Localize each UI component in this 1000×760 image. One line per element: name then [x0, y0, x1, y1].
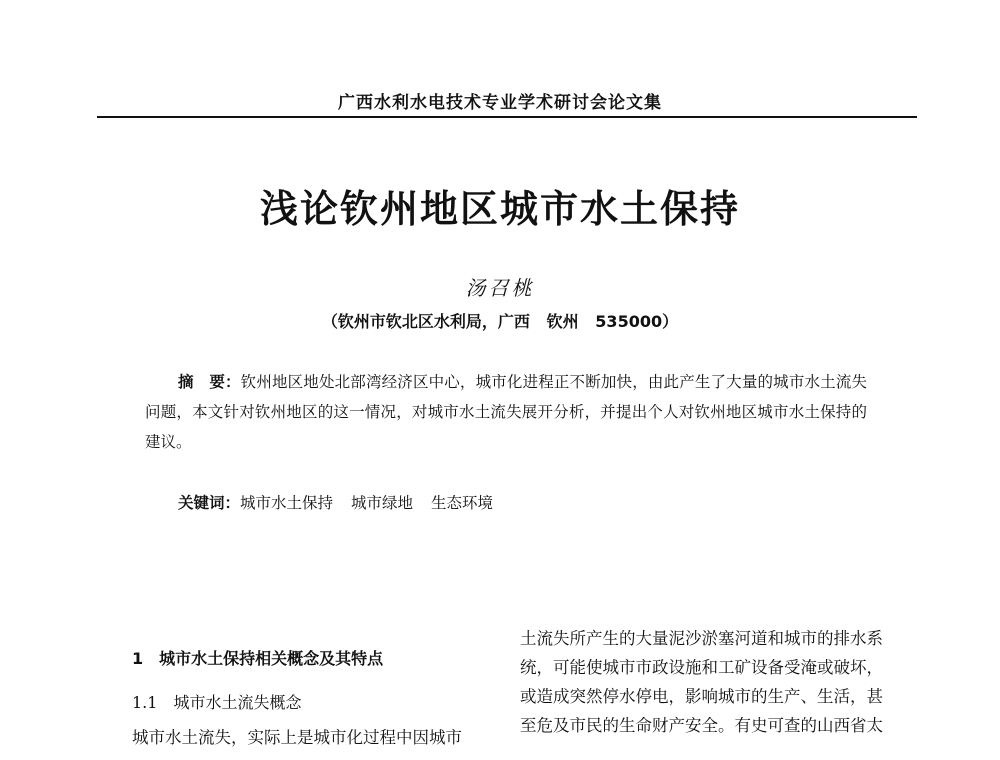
- author-affiliation: （钦州市钦北区水利局，广西 钦州 535000）: [321, 312, 679, 331]
- left-column: [95, 646, 495, 753]
- abstract: [145, 367, 867, 457]
- body-line: 统，可能使城市市政设施和工矿设备受淹或破坏，: [520, 658, 883, 677]
- keyword-item: 城市水土保持: [240, 494, 334, 512]
- body-line: 或造成突然停水停电，影响城市的生产、生活，甚: [520, 687, 883, 706]
- running-header: 广西水利水电技术专业学术研讨会论文集: [338, 93, 662, 113]
- subsection-1-1-heading: 1.1 城市水土流失概念: [132, 693, 302, 712]
- body-paragraph: 城市水土流失，实际上是城市化过程中因城市: [132, 728, 462, 747]
- body-line: 土流失所产生的大量泥沙淤塞河道和城市的排水系: [520, 629, 883, 648]
- header-rule: [97, 116, 917, 118]
- keywords: [178, 491, 511, 513]
- abstract-text: 钦州地区地处北部湾经济区中心，城市化进程正不断加快，由此产生了大量的城市水土流失问题，本文针对钦州地区的这一情况，对城市水土流失展开分析，并提出个人对钦州地区城市水土保持的建议。: [145, 373, 867, 451]
- keyword-item: 城市绿地: [351, 494, 414, 512]
- abstract-label: 摘 要：: [178, 373, 241, 391]
- author-name: 汤召桃: [465, 276, 535, 300]
- body-line: 至危及市民的生命财产安全。有史可查的山西省太: [520, 716, 883, 735]
- right-column: [520, 624, 916, 740]
- paper-title: 浅论钦州地区城市水土保持: [259, 186, 740, 231]
- keywords-label: 关键词：: [178, 494, 241, 512]
- keyword-item: 生态环境: [431, 494, 494, 512]
- section-1-heading: 1 城市水土保持相关概念及其特点: [132, 649, 384, 668]
